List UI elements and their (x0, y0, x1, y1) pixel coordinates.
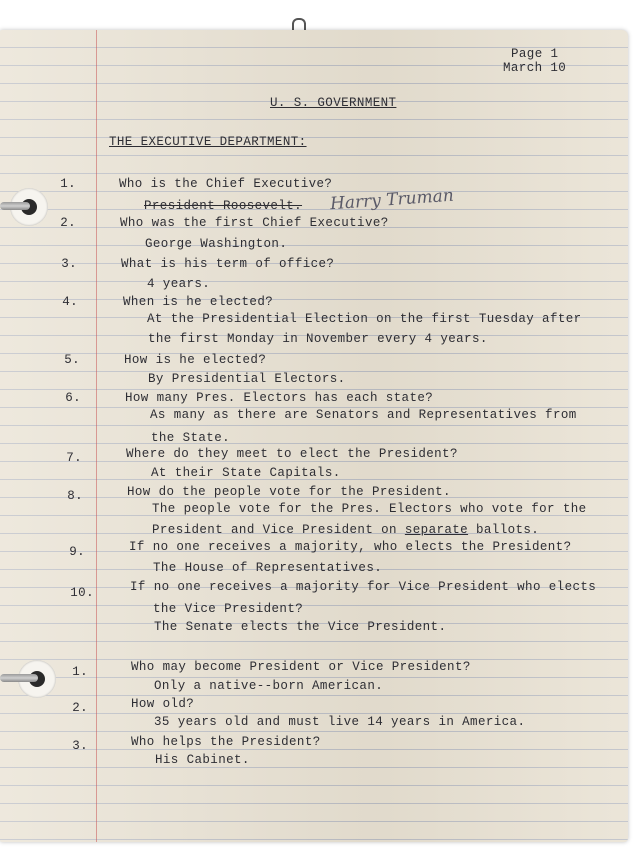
item-number: 9. (69, 545, 85, 559)
answer: George Washington. (145, 237, 288, 251)
section-heading: THE EXECUTIVE DEPARTMENT: (109, 135, 307, 149)
page-number: Page 1 (511, 47, 559, 61)
question: What is his term of office? (121, 257, 335, 271)
item-number: 4. (62, 295, 78, 309)
answer-text: President and Vice President on (152, 523, 397, 537)
answer: The House of Representatives. (153, 561, 383, 575)
page-title: U. S. GOVERNMENT (270, 96, 397, 110)
answer: the first Monday in November every 4 years. (148, 332, 488, 346)
item-number: 3. (61, 257, 77, 271)
item-number: 7. (66, 451, 82, 465)
answer: The people vote for the Pres. Electors who vote for the (152, 502, 587, 516)
question: Who helps the President? (131, 735, 321, 749)
answer: the State. (151, 431, 231, 445)
question: If no one receives a majority, who elects the President? (129, 540, 572, 554)
question-continued: the Vice President? (153, 602, 304, 616)
margin-line (96, 30, 97, 842)
item-number: 6. (65, 391, 81, 405)
answer (152, 524, 539, 537)
question: When is he elected? (123, 295, 274, 309)
question: How is he elected? (124, 353, 267, 367)
question: How many Pres. Electors has each state? (125, 391, 434, 405)
notebook-page (0, 30, 628, 842)
page-date: March 10 (503, 61, 567, 75)
answer-struck: President Roosevelt. (144, 199, 303, 213)
answer: By Presidential Electors. (148, 372, 346, 386)
answer: Only a native--born American. (154, 679, 384, 693)
question: How do the people vote for the President. (127, 485, 451, 499)
answer: 35 years old and must live 14 years in America. (154, 715, 526, 729)
question: Where do they meet to elect the President? (126, 447, 458, 461)
item-number: 1. (72, 665, 88, 679)
question: If no one receives a majority for Vice President who elects (130, 580, 597, 594)
answer: As many as there are Senators and Representatives from (150, 408, 577, 422)
question: Who may become President or Vice President? (131, 660, 471, 674)
answer: 4 years. (147, 277, 211, 291)
binder-ring-top (0, 202, 30, 210)
handwritten-correction: Harry Truman (329, 185, 455, 215)
item-number: 3. (72, 739, 88, 753)
item-number: 2. (60, 216, 76, 230)
binder-ring-bottom (0, 674, 38, 682)
item-number: 8. (67, 489, 83, 503)
item-number: 10. (70, 586, 94, 600)
question: How old? (131, 697, 195, 711)
answer: His Cabinet. (155, 753, 250, 767)
item-number: 1. (60, 177, 76, 191)
answer: At the Presidential Election on the first Tuesday after (147, 312, 582, 326)
item-number: 5. (64, 353, 80, 367)
answer: At their State Capitals. (151, 466, 341, 480)
question: Who was the first Chief Executive? (120, 216, 389, 230)
answer-text: ballots. (475, 523, 540, 537)
question: Who is the Chief Executive? (119, 177, 333, 191)
answer-emphasis: separate (404, 523, 469, 537)
item-number: 2. (72, 701, 88, 715)
answer: The Senate elects the Vice President. (154, 620, 447, 634)
